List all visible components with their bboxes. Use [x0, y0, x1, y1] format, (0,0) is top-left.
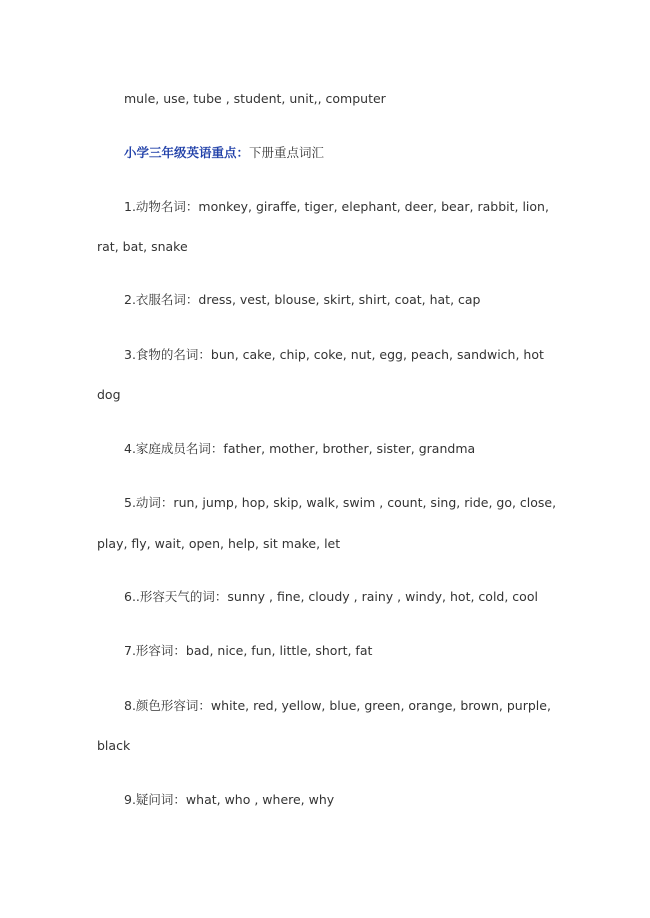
- vocab-item-6: 6..形容天气的词：sunny , fine, cloudy , rainy , windy, hot, cold, cool: [124, 589, 538, 604]
- vocab-item-4: 4.家庭成员名词：father, mother, brother, sister, grandma: [124, 441, 476, 456]
- vocab-item-7: 7.形容词：bad, nice, fun, little, short, fat: [124, 643, 373, 658]
- section-heading: [124, 144, 324, 162]
- vocab-item-8-line-1: 8.颜色形容词：white, red, yellow, blue, green, orange, brown, purple,: [124, 698, 551, 713]
- vocab-item-1-line-2: rat, bat, snake: [97, 239, 188, 254]
- intro-word-list: mule, use, tube , student, unit,, computer: [124, 91, 386, 106]
- vocab-item-5-line-2: play, fly, wait, open, help, sit make, let: [97, 536, 341, 551]
- vocab-item-3-line-2: dog: [97, 387, 121, 402]
- section-heading-title: 小学三年级英语重点：: [124, 145, 250, 160]
- section-heading-subtitle: 下册重点词汇: [249, 145, 325, 160]
- vocab-item-9: 9.疑问词：what, who , where, why: [124, 792, 335, 807]
- vocab-item-3-line-1: 3.食物的名词：bun, cake, chip, coke, nut, egg, peach, sandwich, hot: [124, 347, 544, 362]
- vocab-item-8-line-2: black: [97, 738, 131, 753]
- vocab-item-1-line-1: 1.动物名词：monkey, giraffe, tiger, elephant, deer, bear, rabbit, lion,: [124, 199, 549, 214]
- vocab-item-5-line-1: 5.动词：run, jump, hop, skip, walk, swim , count, sing, ride, go, close,: [124, 495, 557, 510]
- vocab-item-2: 2.衣服名词：dress, vest, blouse, skirt, shirt, coat, hat, cap: [124, 292, 481, 307]
